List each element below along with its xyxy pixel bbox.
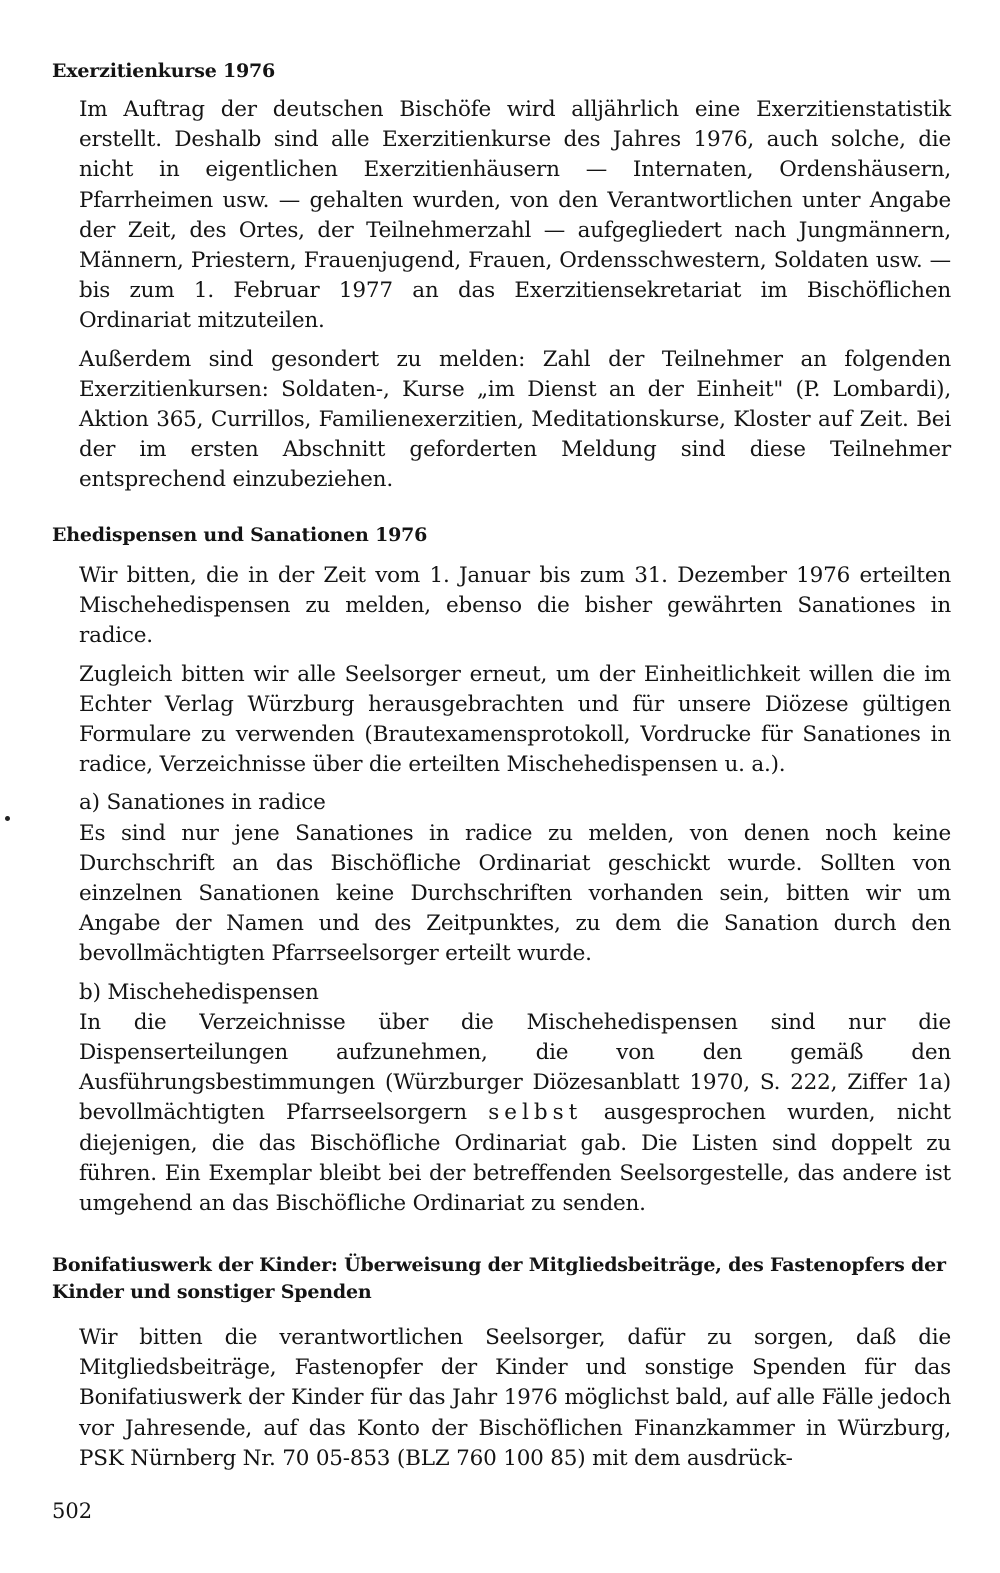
section-body-exerzitienkurse: [79, 95, 951, 496]
section-body-ehedispensen: [79, 561, 951, 1219]
paragraph-mischehedispensen: [79, 1008, 951, 1219]
section-heading-ehedispensen: Ehedispensen und Sanationen 1976: [52, 524, 428, 546]
paragraph: Zugleich bitten wir alle Seelsorger erneut, um der Einheitlichkeit willen die im Echter Verlag Würzburg herausgebrachten und für unsere Diözese gültigen Formulare zu verwenden (Brautexamensprotokoll, Vordrucke für Sanationes in radice, Verzeichnisse über die erteilten Mischehedispensen u. a.).: [79, 661, 951, 778]
paragraph: Außerdem sind gesondert zu melden: Zahl der Teilnehmer an folgenden Exerzitienkursen: Soldaten-, Kurse „im Dienst an der Einheit" (P. Lombardi), Aktion 365, Currillos, Familienexerzitien, Meditationskurse, Kloster auf Zeit. Bei der im ersten Abschnitt geforderten Meldung sind diese Teilnehmer entsprechend einzubeziehen.: [79, 346, 951, 493]
section-body-bonifatiuswerk: [79, 1323, 951, 1474]
paragraph-sanationes: Es sind nur jene Sanationes in radice zu melden, von denen noch keine Durchschrift an das Bischöfliche Ordinariat geschickt wurde. Sollten von einzelnen Sanationen keine Durchschriften vorhanden sein, bitten wir um Angabe der Namen und des Zeitpunktes, zu dem die Sanation durch den bevollmächtigten Pfarrseelsorger erteilt wurde.: [79, 820, 951, 967]
section-heading-bonifatiuswerk: Bonifatiuswerk der Kinder: Überweisung der Mitgliedsbeiträge, des Fastenopfers der Kinder und sonstiger Spenden: [52, 1254, 946, 1303]
page-number: 502: [52, 1499, 93, 1523]
text-run: ausgesprochen wurden, nicht diejenigen, die das Bischöfliche Ordinariat gab. Die Listen sind doppelt zu führen. Ein Exemplar bleibt bei der betreffenden Seelsorgestelle, das andere ist umgehend an das Bischöfliche Ordinariat zu senden.: [79, 1100, 951, 1217]
margin-mark: [5, 816, 10, 821]
section-heading-exerzitienkurse: Exerzitienkurse 1976: [52, 60, 276, 82]
paragraph: Wir bitten die verantwortlichen Seelsorger, dafür zu sorgen, daß die Mitgliedsbeiträge, Fastenopfer der Kinder und sonstige Spenden für das Bonifatiuswerk der Kinder für das Jahr 1976 möglichst bald, auf alle Fälle jedoch vor Jahresende, auf das Konto der Bischöflichen Finanzkammer in Würzburg, PSK Nürnberg Nr. 70 05-853 (BLZ 760 100 85) mit dem ausdrück-: [79, 1325, 951, 1471]
paragraph: Wir bitten, die in der Zeit vom 1. Januar bis zum 31. Dezember 1976 erteilten Mischehedispensen zu melden, ebenso die bisher gewährten Sanationes in radice.: [79, 563, 951, 649]
spaced-emphasis: selbst: [488, 1100, 583, 1126]
paragraph: Im Auftrag der deutschen Bischöfe wird alljährlich eine Exerzitienstatistik erstellt. Deshalb sind alle Exerzitienkurse des Jahres 1976, auch solche, die nicht in eigentlichen Exerzitienhäusern — Internaten, Ordenshäusern, Pfarrheimen usw. — gehalten wurden, von den Verantwortlichen unter Angabe der Zeit, des Ortes, der Teilnehmerzahl — aufgegliedert nach Jungmännern, Männern, Priestern, Frauenjugend, Frauen, Ordensschwestern, Soldaten usw. — bis zum 1. Februar 1977 an das Exerzitiensekretariat im Bischöflichen Ordinariat mitzuteilen.: [79, 97, 951, 334]
text-run: In die Verzeichnisse über die Mischehedispensen sind nur die Dispenserteilungen aufzunehmen, die von den gemäß den Ausführungsbestimmungen (Würzburger Diözesanblatt 1970, S. 222, Ziffer 1a) bevollmächtigten Pfarrseelsorgern: [79, 1009, 951, 1126]
subsection-label-sanationes: a) Sanationes in radice: [79, 790, 326, 816]
subsection-label-mischehedispensen: b) Mischehedispensen: [79, 979, 319, 1005]
